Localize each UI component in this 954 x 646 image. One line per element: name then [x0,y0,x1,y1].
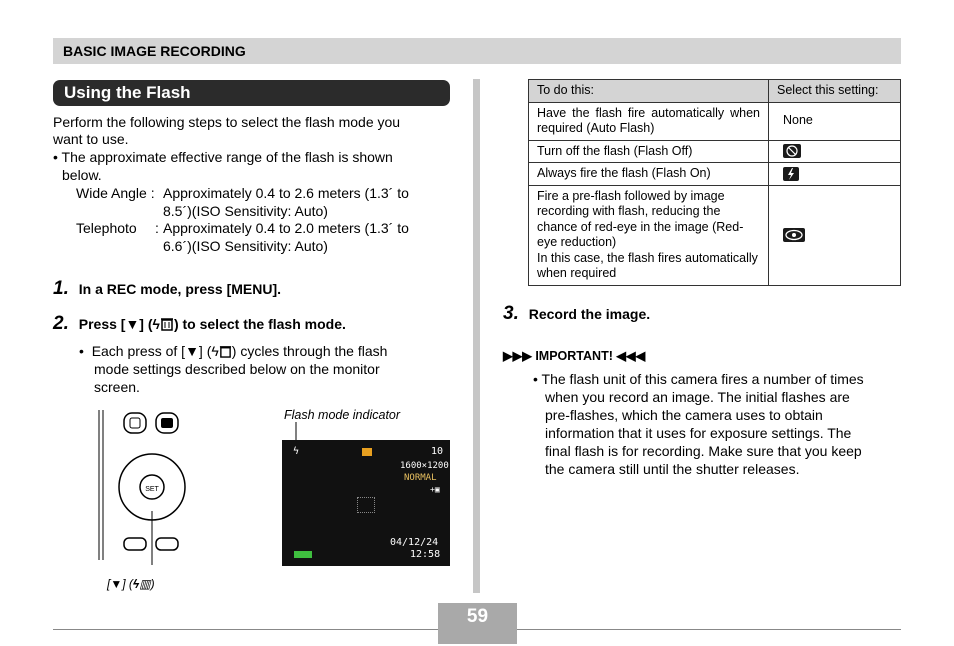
tele-range-b: 6.6´)(ISO Sensitivity: Auto) [163,238,328,254]
step-2-text-a: Press [▼] ( [78,316,153,332]
page-number-band [438,630,517,644]
header-title: BASIC IMAGE RECORDING [63,43,246,59]
important-heading [503,347,645,365]
page-number-box [438,603,517,630]
step-2-number: 2. [53,313,69,334]
step-3 [503,305,650,323]
table-row [529,140,901,163]
lcd-quality: NORMAL [404,473,437,483]
page-number: 59 [466,606,489,627]
flash-on-icon [783,167,799,181]
button-callout-a: [▼] ( [107,577,133,591]
important-line-6: the camera still until the shutter releases. [545,461,800,477]
wide-range-a: Approximately 0.4 to 2.6 meters (1.3´ to [163,185,409,201]
step-2-bullet-a: Each press of [▼] ( [91,343,212,359]
flash-settings-table [528,79,901,286]
lcd-focus-icon: +▣ [430,485,440,494]
section-title-bar [53,80,450,106]
intro-line-1: Perform the following steps to select the flash mode you [53,114,401,130]
important-left-icon: ▶▶▶ [503,349,532,363]
step-2 [53,315,346,333]
step-1-number: 1. [53,278,69,299]
column-divider [473,79,480,593]
important-line-2: when you record an image. The initial flashes are [545,389,850,405]
intro-line-2: want to use. [53,131,129,147]
important-label: IMPORTANT! [535,349,613,363]
tele-label: Telephoto [76,220,137,236]
table-row [529,185,901,285]
trash-icon: ▥ [139,577,151,591]
flash-indicator-label: Flash mode indicator [284,408,401,422]
set-label: SET [145,486,159,493]
important-right-icon: ◀◀◀ [616,349,646,363]
lcd-size: 1600×1200 [400,461,449,471]
step-2-bullet-1: • Each press of [▼] (ϟ ) cycles through the flash [79,343,388,359]
section-title: Using the Flash [64,83,191,102]
step-2-bullet-b: ) cycles through the flash [231,343,388,359]
indicator-pointer [293,422,299,442]
step-2-bullet-d: screen. [94,379,140,395]
step-1-text: In a REC mode, press [MENU]. [78,281,282,297]
button-callout-b: ) [150,577,155,591]
lcd-flash-icon: ϟ [293,446,300,457]
flash-off-icon [783,144,801,158]
lcd-count: 10 [431,446,444,457]
step-2-text-b: ) to select the flash mode. [173,316,346,332]
row-on-action: Always fire the flash (Flash On) [529,163,769,186]
red-eye-icon [783,228,805,242]
row-off-action: Turn off the flash (Flash Off) [529,140,769,163]
table-header-action: To do this: [529,80,769,103]
intro-bullet-b: below. [62,167,102,183]
tele-colon: : [155,220,159,236]
lcd-date: 04/12/24 [390,537,439,548]
monitor-screen [282,440,450,566]
important-line-1: • The flash unit of this camera fires a number of times [533,371,864,387]
wide-label: Wide Angle : [76,185,155,201]
lcd-time: 12:58 [410,549,441,560]
lcd-mode-icon [362,448,372,456]
flash-trash-icon-small: ϟ [211,343,231,359]
row-auto-setting: None [769,102,901,140]
step-2-bullet-c: mode settings described below on the monitor [94,361,380,377]
battery-icon [294,551,312,558]
wide-range-b: 8.5´)(ISO Sensitivity: Auto) [163,203,328,219]
row-redeye-action: Fire a pre-flash followed by image recording with flash, reducing the chance of red-eye in the image (Red-eye reduction) [537,188,744,249]
table-header-row [529,80,901,103]
button-callout: [▼] (ϟ▥) [107,577,155,591]
tele-range-a: Approximately 0.4 to 2.0 meters (1.3´ to [163,220,409,236]
camera-back-diagram [92,405,192,565]
important-line-3: pre-flashes, which the camera uses to obtain [545,407,823,423]
flash-trash-icon: ϟ [153,316,174,332]
intro-bullet-a: • The approximate effective range of the flash is shown [53,149,393,165]
important-line-4: information that it uses for exposure settings. The [545,425,852,441]
header-bar [53,38,901,64]
table-header-setting: Select this setting: [769,80,901,103]
focus-frame [357,497,375,513]
step-3-text: Record the image. [528,306,651,322]
step-1 [53,280,281,298]
table-row [529,102,901,140]
step-3-number: 3. [503,303,519,324]
row-auto-action: Have the flash fire automatically when required (Auto Flash) [529,102,769,140]
important-line-5: final flash is for recording. Make sure that you keep [545,443,862,459]
table-row [529,163,901,186]
row-redeye-note: In this case, the flash fires automatically when required [537,250,758,280]
